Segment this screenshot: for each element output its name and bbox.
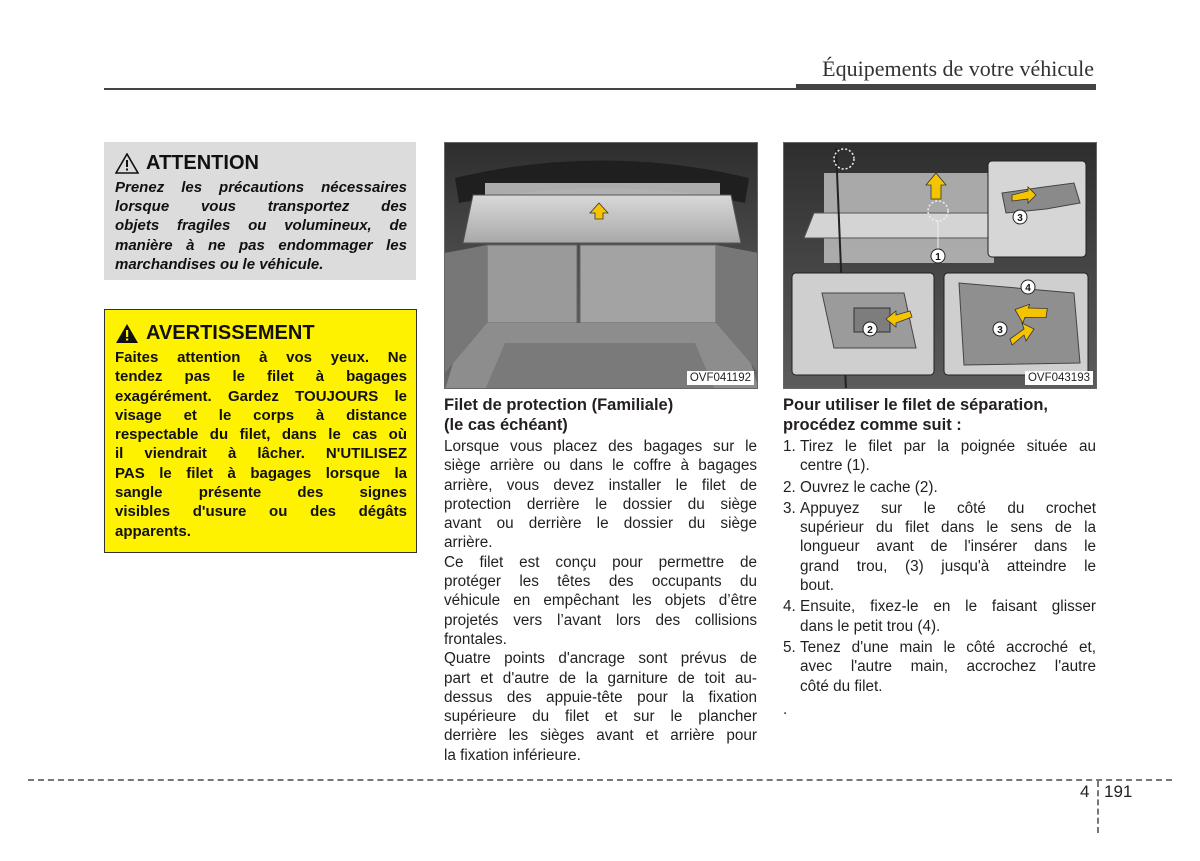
warning-line: Faites attention à vos yeux. Ne (115, 349, 407, 366)
text-line: centre (1). (800, 457, 870, 475)
warning-line: sangle présente des signes (115, 484, 407, 502)
text-line: supérieure du filet et sur le plancher (444, 708, 757, 726)
text-line: Ce filet est conçu pour permettre de (444, 553, 757, 571)
text-line: dessus des appuie-tête pour la fixation (444, 688, 757, 706)
text-line: avant ou derrière le dossier du siège (444, 515, 757, 533)
figure-code-right: OVF043193 (1025, 371, 1093, 385)
warning-line: respectable du filet, dans le cas où (115, 426, 407, 444)
text-line: avec l'autre main, accrochez l'autre (800, 658, 1096, 676)
text-line: protection derrière le dossier du siège (444, 495, 757, 513)
warning-heading (115, 322, 407, 345)
text-line: supérieur du filet dans le sens de la (800, 519, 1096, 537)
text-line: frontales. (444, 630, 507, 648)
middle-heading (444, 395, 757, 435)
text-line: protéger les têtes des occupants du (444, 573, 757, 591)
attention-line: objets fragiles ou volumineux, de (115, 217, 407, 235)
callout-3b: 3 (997, 325, 1003, 336)
text-line: Appuyez sur le côté du crochet (800, 499, 1096, 517)
text-line: arrière. (444, 534, 493, 552)
step-text (800, 638, 1096, 696)
text-line: projetés vers l’avant lors des collisions (444, 611, 757, 629)
net-installation-drawing (784, 143, 1097, 389)
warning-title: AVERTISSEMENT (146, 322, 315, 344)
attention-line: marchandises ou le véhicule. (115, 255, 324, 273)
text-line: grand trou, (3) jusqu'à atteindre le (800, 557, 1096, 575)
footer-divider (28, 779, 1172, 781)
text-line: Tirez le filet par la poignée située au (800, 438, 1096, 455)
cargo-area-drawing (445, 143, 758, 389)
middle-heading-line: Filet de protection (Familiale) (444, 396, 674, 414)
header-divider-accent (796, 84, 1096, 90)
step-text (800, 478, 1096, 497)
warning-filled-triangle-icon (115, 323, 139, 344)
warning-line: apparents. (115, 522, 191, 540)
right-heading (783, 395, 1096, 435)
text-line: côté du filet. (800, 677, 883, 695)
warning-line: visibles d'usure ou des dégâts (115, 503, 407, 521)
attention-body (115, 178, 407, 274)
paragraph (444, 649, 757, 765)
text-line: bout. (800, 577, 835, 595)
step-text (800, 597, 1096, 636)
step-text (800, 437, 1096, 476)
step-number: 3. (783, 499, 796, 517)
warning-line: tendez pas le filet à bagages (115, 368, 407, 386)
footer-vertical-divider (1097, 781, 1099, 833)
step-number: 2. (783, 478, 796, 496)
list-item (783, 437, 1096, 476)
warning-triangle-icon (115, 153, 139, 174)
figure-code-left: OVF041192 (687, 371, 754, 385)
attention-line: manière à ne pas endommager les (115, 236, 407, 254)
step-text (800, 499, 1096, 595)
list-item (783, 597, 1096, 636)
text-line: dans le petit trou (4). (800, 617, 941, 635)
middle-column (444, 395, 757, 765)
text-line: Lorsque vous placez des bagages sur le (444, 438, 757, 455)
page-number: 191 (1104, 782, 1133, 801)
step-number: 5. (783, 638, 796, 656)
list-item (783, 499, 1096, 595)
chapter-number: 4 (1080, 782, 1090, 801)
text-line: siège arrière ou dans le coffre à bagages (444, 457, 757, 475)
text-line: la fixation inférieure. (444, 746, 581, 764)
text-line: véhicule en empêchant les objets d’être (444, 592, 757, 610)
attention-heading (115, 152, 407, 175)
warning-line: PAS le filet à bagages lorsque la (115, 464, 407, 482)
callout-4: 4 (1025, 283, 1031, 294)
step-number: 1. (783, 438, 796, 455)
middle-heading-line: (le cas échéant) (444, 416, 568, 434)
attention-line: Prenez les précautions nécessaires (115, 179, 407, 196)
warning-box (104, 309, 417, 553)
paragraph (444, 553, 757, 649)
text-line: Ouvrez le cache (2). (800, 478, 938, 496)
list-item (783, 478, 1096, 497)
warning-line: exagérément. Gardez TOUJOURS le (115, 387, 407, 405)
right-heading-line: Pour utiliser le filet de séparation, (783, 396, 1048, 414)
trailing-period: . (783, 700, 788, 718)
text-line: Quatre points d'ancrage sont prévus de (444, 650, 757, 668)
steps-list (783, 437, 1096, 696)
right-heading-line: procédez comme suit : (783, 416, 962, 434)
text-line: Ensuite, fixez-le en le faisant glisser (800, 598, 1096, 616)
warning-line: il viendrait à lâcher. N'UTILISEZ (115, 445, 407, 463)
attention-box (104, 142, 416, 280)
text-line: part et d'autre de la garniture de toit au- (444, 669, 757, 687)
warning-line: visage et le corps à distance (115, 406, 407, 424)
attention-line: lorsque vous transportez des (115, 198, 407, 216)
page-header-title: Équipements de votre véhicule (822, 56, 1094, 81)
callout-2: 2 (867, 325, 873, 336)
text-line: arrière, vous devez installer le filet de (444, 476, 757, 494)
callout-1: 1 (935, 252, 941, 263)
step-number: 4. (783, 598, 796, 616)
warning-body (115, 348, 407, 541)
cargo-cover-illustration (444, 142, 758, 389)
attention-title: ATTENTION (146, 152, 259, 174)
paragraph (444, 437, 757, 553)
right-column (783, 395, 1096, 719)
net-installation-illustration (783, 142, 1097, 389)
text-line: longueur avant de l'insérer dans le (800, 538, 1096, 556)
text-line: Tenez d'une main le côté accroché et, (800, 638, 1096, 656)
text-line: derrière les sièges avant et arrière pour (444, 727, 757, 745)
callout-3a: 3 (1017, 213, 1023, 224)
list-item (783, 638, 1096, 696)
